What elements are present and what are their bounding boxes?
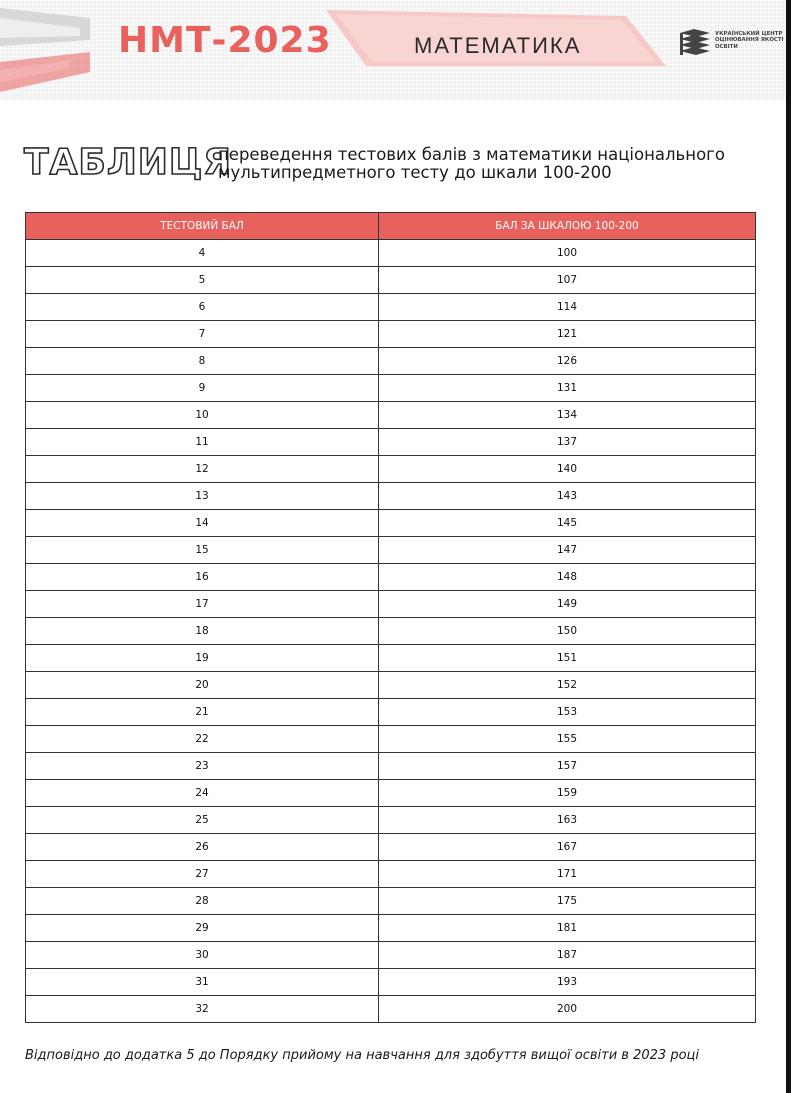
scaled-score-cell: 193 <box>379 969 756 996</box>
table-row <box>26 861 756 888</box>
footnote: Відповідно до додатка 5 до Порядку прийому на навчання для здобуття вищої освіти в 2023 році <box>25 1048 699 1063</box>
page-title: НМТ-2023 <box>118 20 332 61</box>
scaled-score-cell: 126 <box>379 348 756 375</box>
scaled-score-cell: 163 <box>379 807 756 834</box>
table-row <box>26 294 756 321</box>
header-banner <box>0 0 791 100</box>
table-row <box>26 267 756 294</box>
conversion-table <box>25 212 756 1023</box>
scaled-score-cell: 157 <box>379 753 756 780</box>
test-score-cell: 13 <box>26 483 379 510</box>
scaled-score-cell: 175 <box>379 888 756 915</box>
table-row <box>26 483 756 510</box>
table-row <box>26 969 756 996</box>
subject-label: МАТЕМАТИКА <box>414 33 582 58</box>
table-row <box>26 915 756 942</box>
test-score-cell: 21 <box>26 699 379 726</box>
table-row <box>26 996 756 1023</box>
table-row <box>26 834 756 861</box>
scaled-score-cell: 200 <box>379 996 756 1023</box>
column-header-test-score: ТЕСТОВИЙ БАЛ <box>26 213 379 240</box>
scaled-score-cell: 152 <box>379 672 756 699</box>
scaled-score-cell: 167 <box>379 834 756 861</box>
test-score-cell: 23 <box>26 753 379 780</box>
scaled-score-cell: 121 <box>379 321 756 348</box>
table-row <box>26 429 756 456</box>
chevron-decoration-icon <box>0 0 100 100</box>
table-body <box>26 240 756 1023</box>
test-score-cell: 11 <box>26 429 379 456</box>
table-row <box>26 942 756 969</box>
scaled-score-cell: 151 <box>379 645 756 672</box>
test-score-cell: 14 <box>26 510 379 537</box>
test-score-cell: 12 <box>26 456 379 483</box>
test-score-cell: 31 <box>26 969 379 996</box>
test-score-cell: 30 <box>26 942 379 969</box>
scaled-score-cell: 149 <box>379 591 756 618</box>
scaled-score-cell: 134 <box>379 402 756 429</box>
table-row <box>26 240 756 267</box>
scaled-score-cell: 181 <box>379 915 756 942</box>
heading-word: ТАБЛИЦЯ <box>24 142 233 183</box>
test-score-cell: 24 <box>26 780 379 807</box>
table-row <box>26 699 756 726</box>
scaled-score-cell: 187 <box>379 942 756 969</box>
table-row <box>26 402 756 429</box>
page-edge <box>786 0 791 1093</box>
test-score-cell: 19 <box>26 645 379 672</box>
scaled-score-cell: 137 <box>379 429 756 456</box>
scaled-score-cell: 145 <box>379 510 756 537</box>
scaled-score-cell: 100 <box>379 240 756 267</box>
scaled-score-cell: 155 <box>379 726 756 753</box>
table-row <box>26 618 756 645</box>
scaled-score-cell: 148 <box>379 564 756 591</box>
test-score-cell: 28 <box>26 888 379 915</box>
table-row <box>26 510 756 537</box>
column-header-scaled-score: БАЛ ЗА ШКАЛОЮ 100-200 <box>379 213 756 240</box>
test-score-cell: 25 <box>26 807 379 834</box>
table-row <box>26 456 756 483</box>
table-row <box>26 672 756 699</box>
table-row <box>26 321 756 348</box>
table-row <box>26 807 756 834</box>
table-row <box>26 537 756 564</box>
table-row <box>26 375 756 402</box>
scaled-score-cell: 153 <box>379 699 756 726</box>
scaled-score-cell: 147 <box>379 537 756 564</box>
test-score-cell: 18 <box>26 618 379 645</box>
scaled-score-cell: 159 <box>379 780 756 807</box>
table-row <box>26 888 756 915</box>
table-row <box>26 726 756 753</box>
test-score-cell: 20 <box>26 672 379 699</box>
table-row <box>26 780 756 807</box>
scaled-score-cell: 140 <box>379 456 756 483</box>
test-score-cell: 4 <box>26 240 379 267</box>
scaled-score-cell: 171 <box>379 861 756 888</box>
test-score-cell: 26 <box>26 834 379 861</box>
test-score-cell: 15 <box>26 537 379 564</box>
table-row <box>26 348 756 375</box>
test-score-cell: 16 <box>26 564 379 591</box>
book-logo-icon <box>678 29 712 61</box>
scaled-score-cell: 107 <box>379 267 756 294</box>
test-score-cell: 6 <box>26 294 379 321</box>
heading-description: переведення тестових балів з математики національного мультипредметного тесту до шкали 100-200 <box>218 145 725 182</box>
test-score-cell: 7 <box>26 321 379 348</box>
table-row <box>26 753 756 780</box>
logo-text: УКРАЇНСЬКИЙ ЦЕНТР ОЦІНЮВАННЯ ЯКОСТІ ОСВІТИ <box>715 31 784 50</box>
table-row <box>26 645 756 672</box>
test-score-cell: 10 <box>26 402 379 429</box>
scaled-score-cell: 131 <box>379 375 756 402</box>
test-score-cell: 32 <box>26 996 379 1023</box>
test-score-cell: 29 <box>26 915 379 942</box>
test-score-cell: 5 <box>26 267 379 294</box>
test-score-cell: 22 <box>26 726 379 753</box>
scaled-score-cell: 114 <box>379 294 756 321</box>
test-score-cell: 8 <box>26 348 379 375</box>
ucoqe-logo <box>678 29 784 63</box>
test-score-cell: 17 <box>26 591 379 618</box>
table-row <box>26 564 756 591</box>
table-row <box>26 591 756 618</box>
test-score-cell: 27 <box>26 861 379 888</box>
test-score-cell: 9 <box>26 375 379 402</box>
table-header-row <box>26 213 756 240</box>
scaled-score-cell: 143 <box>379 483 756 510</box>
scaled-score-cell: 150 <box>379 618 756 645</box>
